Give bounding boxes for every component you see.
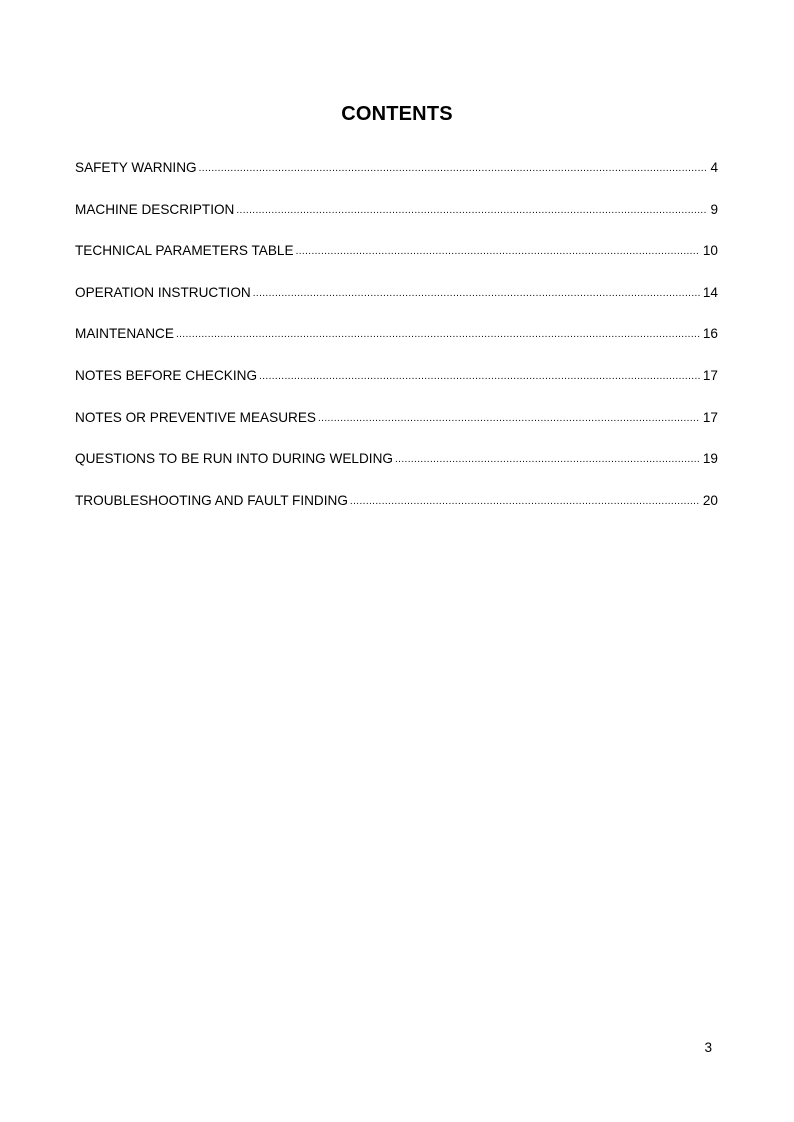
toc-entry-page: 4 <box>710 160 718 175</box>
toc-entry-page: 9 <box>710 201 718 217</box>
toc-entry-page: 19 <box>702 451 718 467</box>
page-title: CONTENTS <box>341 103 453 125</box>
toc-entry-troubleshooting[interactable] <box>75 493 718 535</box>
toc-entry-page: 10 <box>702 243 718 259</box>
page-number: 3 <box>704 1040 712 1055</box>
toc-entry-label: SAFETY WARNING <box>75 160 197 175</box>
dot-leader <box>395 450 700 468</box>
toc-entry-label: QUESTIONS TO BE RUN INTO DURING WELDING <box>75 451 393 467</box>
dot-leader <box>236 201 707 219</box>
dot-leader <box>176 325 700 343</box>
toc-entry-page: 20 <box>702 492 718 508</box>
toc-entry-label: MACHINE DESCRIPTION <box>75 201 235 217</box>
toc-entry-notes-before-checking[interactable] <box>75 368 718 410</box>
toc-entry-page: 17 <box>702 409 718 425</box>
toc-entry-page: 14 <box>702 284 718 300</box>
toc-entry-maintenance[interactable] <box>75 326 718 368</box>
toc-entry-page: 17 <box>702 367 718 383</box>
toc-entry-questions-during-welding[interactable] <box>75 451 718 493</box>
toc-entry-label: TROUBLESHOOTING AND FAULT FINDING <box>75 492 348 508</box>
toc-entry-safety-warning[interactable] <box>75 160 718 202</box>
dot-leader <box>199 159 708 177</box>
dot-leader <box>318 409 700 427</box>
toc-entry-machine-description[interactable] <box>75 202 718 244</box>
toc-entry-technical-parameters-table[interactable] <box>75 243 718 285</box>
toc-entry-label: NOTES BEFORE CHECKING <box>75 367 258 383</box>
toc-entry-page: 16 <box>702 326 718 342</box>
toc-entry-label: TECHNICAL PARAMETERS TABLE <box>75 243 294 259</box>
toc-entry-label: MAINTENANCE <box>75 326 174 342</box>
table-of-contents <box>75 160 718 534</box>
dot-leader <box>296 242 700 260</box>
toc-entry-label: OPERATION INSTRUCTION <box>75 284 251 300</box>
dot-leader <box>259 367 700 385</box>
dot-leader <box>253 284 700 302</box>
toc-entry-notes-or-preventive-measures[interactable] <box>75 410 718 452</box>
toc-entry-label: NOTES OR PREVENTIVE MEASURES <box>75 409 316 425</box>
toc-entry-operation-instruction[interactable] <box>75 285 718 327</box>
dot-leader <box>350 492 700 510</box>
